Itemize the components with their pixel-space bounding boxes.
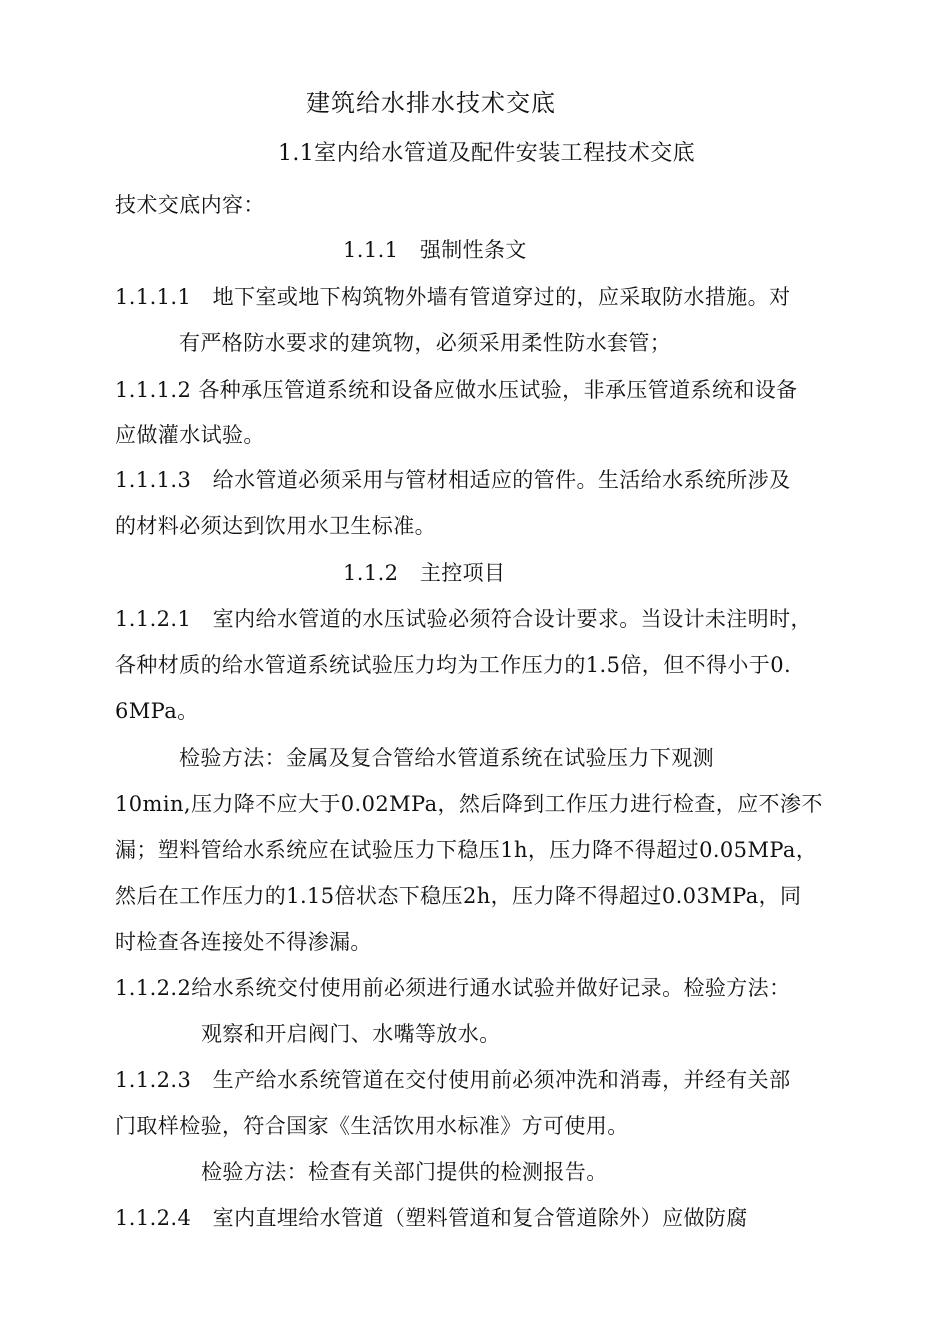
inspection-method-1-line1: 检验方法：金属及复合管给水管道系统在试验压力下观测 [179, 746, 714, 770]
clause-1-1-2-4-line1: 1.1.2.4 室内直埋给水管道（塑料管道和复合管道除外）应做防腐 [115, 1206, 748, 1230]
inspection-method-1-line4: 然后在工作压力的1.15倍状态下稳压2h，压力降不得超过0.03MPa，同 [115, 884, 802, 908]
clause-1-1-2-3-line2: 门取样检验，符合国家《生活饮用水标准》方可使用。 [115, 1114, 629, 1138]
content-label: 技术交底内容： [115, 193, 265, 217]
document-subtitle: 1.1室内给水管道及配件安装工程技术交底 [278, 141, 695, 166]
clause-1-1-2-1-line3: 6MPa。 [115, 699, 199, 723]
clause-1-1-1-2-line1: 1.1.1.2 各种承压管道系统和设备应做水压试验，非承压管道系统和设备 [115, 378, 798, 402]
section-heading-main-control: 1.1.2 主控项目 [343, 561, 506, 585]
clause-1-1-2-3-line1: 1.1.2.3 生产给水系统管道在交付使用前必须冲洗和消毒，并经有关部 [115, 1068, 791, 1092]
clause-1-1-2-1-line1: 1.1.2.1 室内给水管道的水压试验必须符合设计要求。当设计未注明时， [115, 607, 812, 631]
inspection-method-1-line3: 漏；塑料管给水系统应在试验压力下稳压1h，压力降不得超过0.05MPa， [115, 838, 818, 862]
clause-1-1-1-1-line2: 有严格防水要求的建筑物，必须采用柔性防水套管； [179, 331, 672, 355]
clause-1-1-1-1-line1: 1.1.1.1 地下室或地下构筑物外墙有管道穿过的，应采取防水措施。对 [115, 285, 791, 309]
clause-1-1-2-1-line2: 各种材质的给水管道系统试验压力均为工作压力的1.5倍，但不得小于0. [115, 653, 792, 677]
inspection-method-1-line2: 10min,压力降不应大于0.02MPa，然后降到工作压力进行检查，应不渗不 [115, 792, 823, 816]
inspection-method-1-line5: 时检查各连接处不得渗漏。 [115, 930, 372, 954]
section-heading-mandatory: 1.1.1 强制性条文 [343, 238, 527, 262]
clause-1-1-2-2-line2: 观察和开启阀门、水嘴等放水。 [201, 1022, 501, 1046]
clause-1-1-1-3-line1: 1.1.1.3 给水管道必须采用与管材相适应的管件。生活给水系统所涉及 [115, 468, 791, 492]
inspection-method-3: 检验方法：检查有关部门提供的检测报告。 [201, 1160, 608, 1184]
clause-1-1-1-3-line2: 的材料必须达到饮用水卫生标准。 [115, 514, 436, 538]
clause-1-1-1-2-line2: 应做灌水试验。 [115, 423, 265, 447]
clause-1-1-2-2-line1: 1.1.2.2给水系统交付使用前必须进行通水试验并做好记录。检验方法： [115, 976, 791, 1000]
document-title: 建筑给水排水技术交底 [306, 89, 556, 117]
